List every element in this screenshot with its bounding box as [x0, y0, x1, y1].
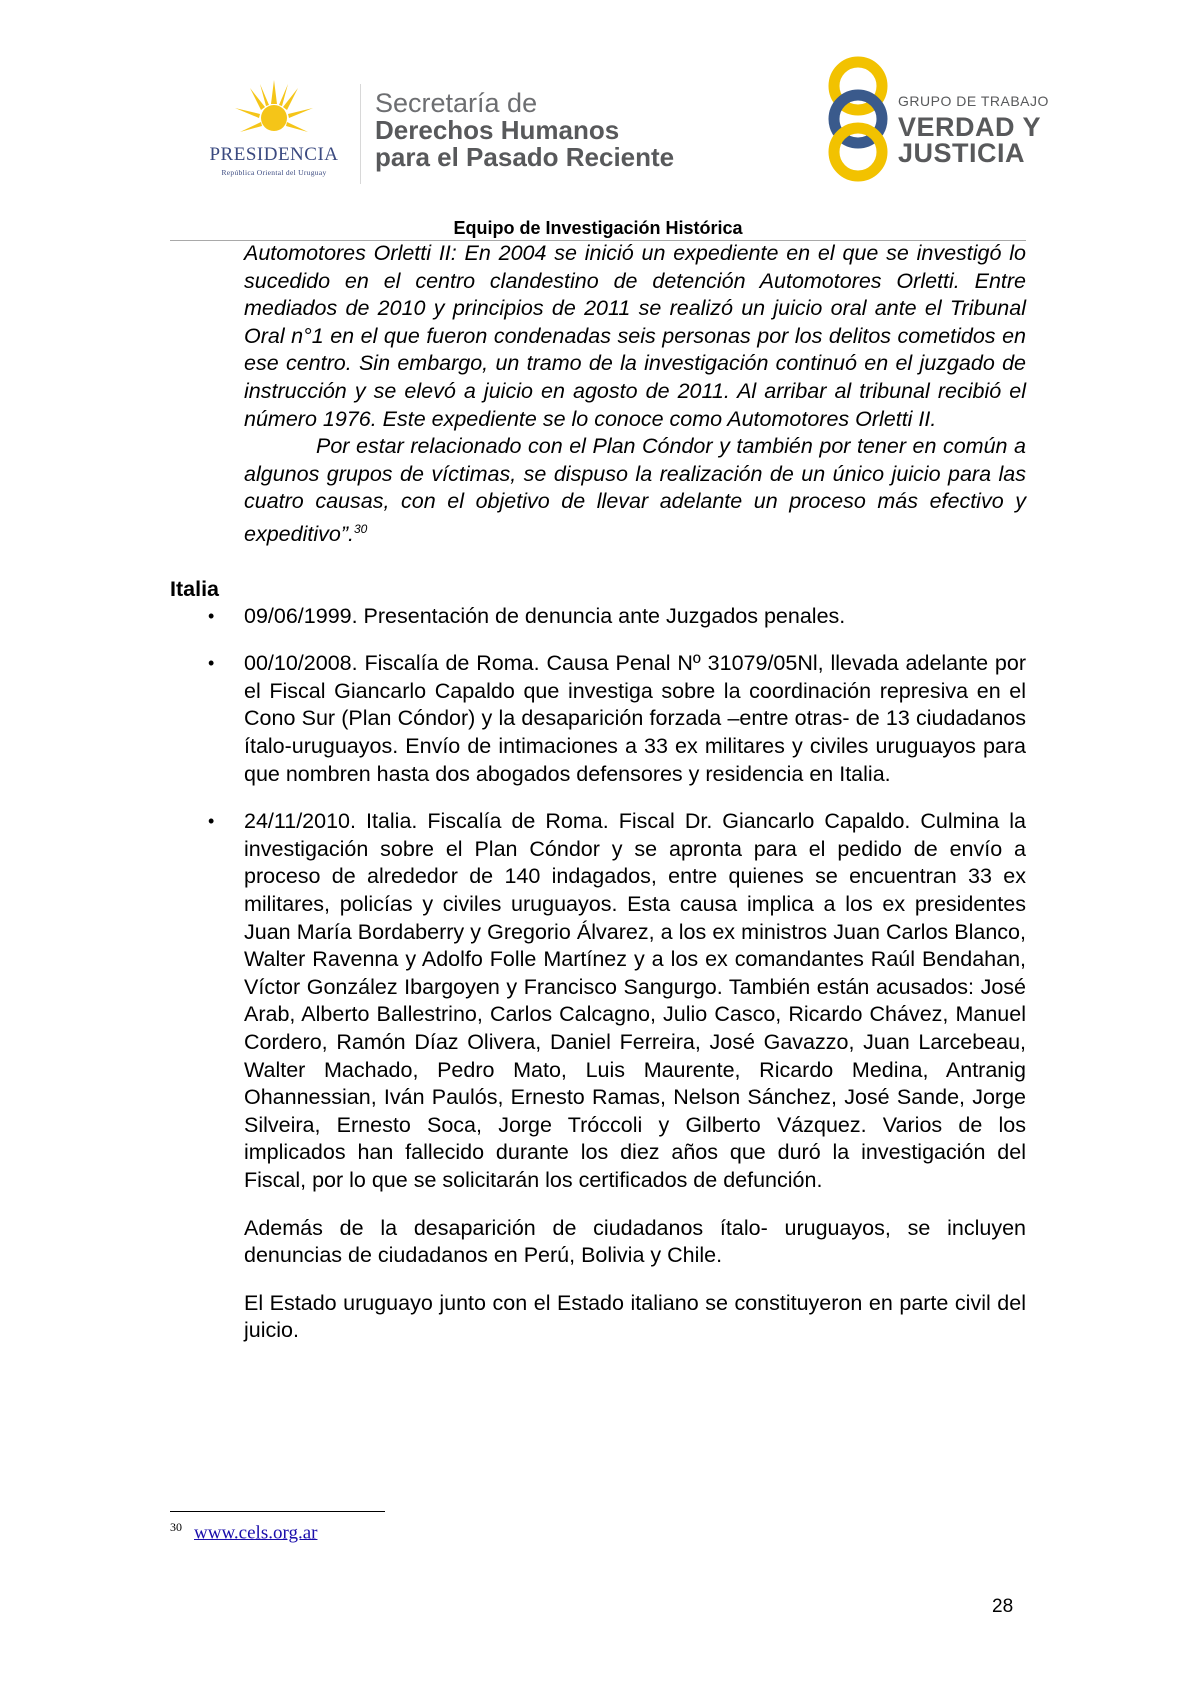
logo-divider — [360, 84, 361, 184]
footnote-link[interactable]: www.cels.org.ar — [194, 1522, 318, 1544]
list-item — [208, 603, 1026, 631]
secretaria-line-1: Secretaría de — [375, 88, 538, 118]
grupo-line-2: VERDAD Y — [898, 112, 1042, 142]
list-item-text: 24/11/2010. Italia. Fiscalía de Roma. Fiscal Dr. Giancarlo Capaldo. Culmina la investigación sobre el Plan Cóndor y se apronta para el pedido de envío a proceso de alrededor de 140 indagados, entre quienes se encuentran 33 ex militares, policías y civiles uruguayos. Esta causa implica a los ex presidentes Juan María Bordaberry y Gregorio Álvarez, a los ex ministros Juan Carlos Blanco, Walter Ravenna y Adolfo Folle Martínez y a los ex comandantes Raúl Bendahan, Víctor González Ibargoyen y Francisco Sangurgo. También están acusados: José Arab, Alberto Ballestrino, Carlos Calcagno, Julio Casco, Ricardo Chávez, Manuel Cordero, Ramón Díaz Olivera, Daniel Ferreira, José Gavazzo, Juan Larcebeau, Walter Machado, Pedro Mato, Luis Maurente, Ricardo Medina, Antranig Ohannessian, Iván Paulós, Ernesto Ramas, Nelson Sánchez, José Sande, Jorge Silveira, Ernesto Soca, Jorge Tróccoli y Gilberto Vázquez. Varios de los implicados han fallecido durante los diez años que duró la investigación del Fiscal, por lo que se solicitarán los certificados de defunción. — [244, 809, 1026, 1192]
footnote-number: 30 — [170, 1520, 182, 1534]
quote-paragraph-2-text: Por estar relacionado con el Plan Cóndor y también por tener en común a algunos grupos de víctimas, se dispuso la realización de un único juicio para las cuatro causas, con el objetivo de llevar adelante un proceso más efectivo y expeditivo”. — [244, 434, 1026, 547]
bullet-icon: • — [208, 811, 215, 832]
bullet-icon: • — [208, 605, 215, 626]
grupo-line-1: GRUPO DE TRABAJO — [898, 93, 1049, 109]
team-title: Equipo de Investigación Histórica — [453, 218, 743, 238]
page-content — [170, 240, 1026, 1365]
sun-emblem-icon — [232, 78, 316, 148]
list-item — [208, 808, 1026, 1194]
bullet-icon: • — [208, 653, 215, 674]
grupo-trabajo-text — [898, 88, 1049, 166]
secretaria-line-3: para el Pasado Reciente — [375, 142, 675, 172]
footnote — [170, 1520, 317, 1544]
presidencia-title: PRESIDENCIA — [209, 144, 339, 165]
quoted-block — [244, 240, 1026, 549]
presidencia-logo — [196, 78, 352, 184]
footnote-reference[interactable]: 30 — [353, 521, 368, 536]
italia-bullet-list — [170, 603, 1026, 1195]
grupo-line-3: JUSTICIA — [898, 138, 1026, 168]
verdad-justicia-rings-icon — [822, 56, 894, 182]
secretaria-line-2: Derechos Humanos — [375, 115, 620, 145]
list-item — [208, 650, 1026, 788]
body-paragraph-1: Además de la desaparición de ciudadanos ítalo- uruguayos, se incluyen denuncias de ciudadanos en Perú, Bolivia y Chile. — [244, 1215, 1026, 1268]
page-number: 28 — [992, 1596, 1014, 1617]
section-title-italia: Italia — [170, 576, 219, 601]
presidencia-subtitle: República Oriental del Uruguay — [221, 168, 327, 177]
list-item-text: 00/10/2008. Fiscalía de Roma. Causa Penal Nº 31079/05Nl, llevada adelante por el Fiscal Giancarlo Capaldo que investiga sobre la coordinación represiva en el Cono Sur (Plan Cóndor) y la desaparición forzada –entre otras- de 13 ciudadanos ítalo-uruguayos. Envío de intimaciones a 33 ex militares y civiles uruguayos para que nombren hasta dos abogados defensores y residencia en Italia. — [244, 651, 1026, 786]
page-header — [0, 0, 1190, 240]
list-item-text: 09/06/1999. Presentación de denuncia ante Juzgados penales. — [244, 603, 846, 628]
footnote-rule — [170, 1511, 385, 1512]
secretaria-logo-text — [375, 90, 674, 171]
body-paragraph-2: El Estado uruguayo junto con el Estado italiano se constituyeron en parte civil del juicio. — [244, 1290, 1026, 1343]
quote-paragraph-1: Automotores Orletti II: En 2004 se inició un expediente en el que se investigó lo sucedido en el centro clandestino de detención Automotores Orletti. Entre mediados de 2010 y principios de 2011 se realizó un juicio oral ante el Tribunal Oral n°1 en el que fueron condenadas seis personas por los delitos cometidos en ese centro. Sin embargo, un tramo de la investigación continuó en el juzgado de instrucción y se elevó a juicio en agosto de 2011. Al arribar al tribunal recibió el número 1976. Este expediente se lo conoce como Automotores Orletti II. — [244, 241, 1026, 431]
quote-paragraph-2 — [244, 433, 1026, 549]
